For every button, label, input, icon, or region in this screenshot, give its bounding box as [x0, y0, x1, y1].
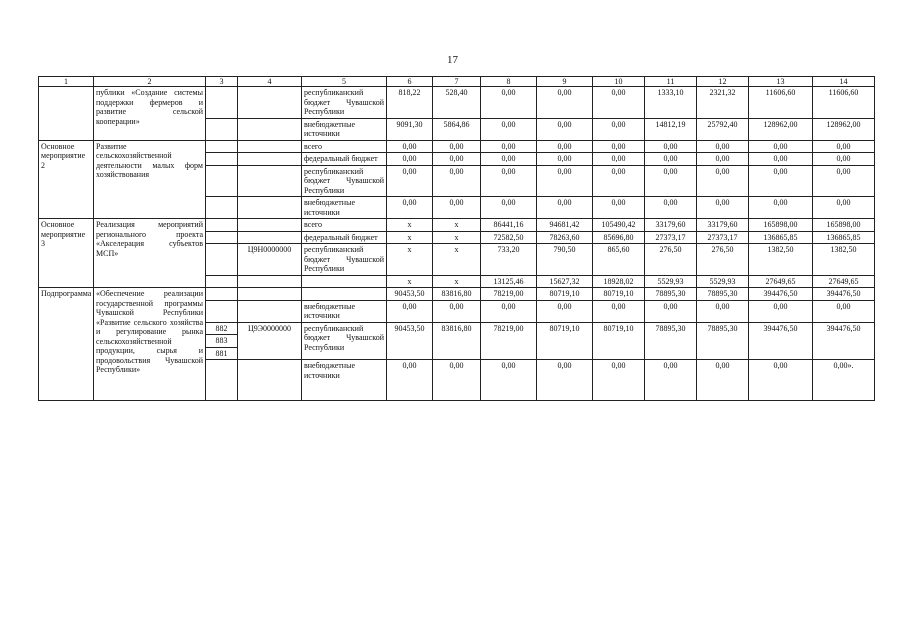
grbs-cell	[206, 360, 238, 401]
program-name-cell: Подпрограмма	[39, 288, 94, 401]
grbs-cell: 882	[206, 322, 238, 335]
header-cell: 3	[206, 77, 238, 87]
value-cell: х	[433, 244, 481, 276]
grbs-cell	[206, 275, 238, 288]
value-cell: 90453,50	[387, 322, 433, 360]
value-cell: 0,00	[645, 153, 697, 166]
value-cell: 165898,00	[749, 219, 813, 232]
header-cell: 4	[238, 77, 302, 87]
source-cell	[302, 288, 387, 301]
value-cell: 0,00	[697, 360, 749, 401]
value-cell: 0,00	[481, 87, 537, 119]
value-cell: 0,00	[387, 140, 433, 153]
value-cell: х	[387, 231, 433, 244]
value-cell: 0,00	[749, 360, 813, 401]
value-cell: 27373,17	[645, 231, 697, 244]
header-cell: 9	[537, 77, 593, 87]
value-cell: 0,00	[749, 197, 813, 219]
header-cell: 12	[697, 77, 749, 87]
value-cell: 78263,60	[537, 231, 593, 244]
table-row	[39, 140, 875, 153]
code-cell	[238, 153, 302, 166]
value-cell: 90453,50	[387, 288, 433, 301]
value-cell: 165898,00	[813, 219, 875, 232]
source-cell: республиканский бюджет Чувашской Республики	[302, 244, 387, 276]
value-cell: 83816,80	[433, 322, 481, 360]
value-cell: 0,00	[537, 140, 593, 153]
value-cell: 0,00	[537, 197, 593, 219]
value-cell: 85696,80	[593, 231, 645, 244]
value-cell: 0,00	[813, 153, 875, 166]
code-cell	[238, 275, 302, 288]
value-cell: 0,00	[593, 165, 645, 197]
source-cell: республиканский бюджет Чувашской Республики	[302, 322, 387, 360]
header-cell: 1	[39, 77, 94, 87]
code-cell	[238, 197, 302, 219]
grbs-cell: 881	[206, 347, 238, 360]
value-cell: 0,00	[433, 197, 481, 219]
value-cell: 0,00	[481, 197, 537, 219]
value-cell: 0,00	[593, 153, 645, 166]
code-cell	[238, 140, 302, 153]
code-cell	[238, 360, 302, 401]
value-cell: 0,00	[481, 140, 537, 153]
source-cell: внебюджетные источники	[302, 197, 387, 219]
value-cell: 80719,10	[537, 322, 593, 360]
value-cell: х	[387, 275, 433, 288]
description-cell: Реализация мероприятий регионального проекта «Акселерация субъектов МСП»	[94, 219, 206, 288]
value-cell: 105490,42	[593, 219, 645, 232]
grbs-cell	[206, 118, 238, 140]
value-cell: х	[387, 219, 433, 232]
value-cell: 1333,10	[645, 87, 697, 119]
value-cell: х	[433, 219, 481, 232]
value-cell: 0,00	[645, 140, 697, 153]
value-cell: 0,00	[481, 165, 537, 197]
description-cell: Развитие сельскохозяйственной деятельности малых форм хозяйствования	[94, 140, 206, 219]
grbs-cell	[206, 87, 238, 119]
value-cell: 78895,30	[645, 288, 697, 301]
value-cell: 0,00	[813, 140, 875, 153]
grbs-cell	[206, 300, 238, 322]
source-cell: всего	[302, 140, 387, 153]
value-cell: 27373,17	[697, 231, 749, 244]
value-cell: 78895,30	[645, 322, 697, 360]
value-cell: 394476,50	[749, 322, 813, 360]
value-cell: 0,00	[537, 300, 593, 322]
value-cell: х	[433, 231, 481, 244]
value-cell: 0,00	[537, 118, 593, 140]
table-row	[39, 219, 875, 232]
value-cell: 94681,42	[537, 219, 593, 232]
value-cell: 818,22	[387, 87, 433, 119]
value-cell: 0,00	[645, 165, 697, 197]
header-row	[39, 77, 875, 87]
value-cell: 11606,60	[749, 87, 813, 119]
grbs-cell	[206, 165, 238, 197]
grbs-cell	[206, 140, 238, 153]
table-row	[39, 288, 875, 301]
value-cell: 15627,32	[537, 275, 593, 288]
program-name-cell: Основное мероприятие 3	[39, 219, 94, 288]
code-cell: Ц9Н0000000	[238, 244, 302, 276]
value-cell: 11606,60	[813, 87, 875, 119]
value-cell: 128962,00	[813, 118, 875, 140]
value-cell: 0,00	[645, 360, 697, 401]
value-cell: 0,00	[481, 153, 537, 166]
value-cell: 0,00	[697, 165, 749, 197]
source-cell: внебюджетные источники	[302, 300, 387, 322]
value-cell: х	[387, 244, 433, 276]
value-cell: 80719,10	[593, 288, 645, 301]
value-cell: 394476,50	[749, 288, 813, 301]
header-cell: 6	[387, 77, 433, 87]
value-cell: 5529,93	[697, 275, 749, 288]
value-cell: 0,00	[387, 197, 433, 219]
value-cell: 9091,30	[387, 118, 433, 140]
value-cell: 276,50	[697, 244, 749, 276]
value-cell: 0,00	[749, 165, 813, 197]
value-cell: 0,00	[813, 165, 875, 197]
grbs-cell	[206, 219, 238, 232]
header-cell: 11	[645, 77, 697, 87]
value-cell: 276,50	[645, 244, 697, 276]
value-cell: 0,00	[537, 165, 593, 197]
value-cell: 0,00	[697, 197, 749, 219]
source-cell: республиканский бюджет Чувашской Республики	[302, 87, 387, 119]
value-cell: 0,00	[645, 300, 697, 322]
value-cell: 0,00	[537, 153, 593, 166]
value-cell: 86441,16	[481, 219, 537, 232]
budget-table	[38, 76, 875, 401]
header-cell: 5	[302, 77, 387, 87]
source-cell: федеральный бюджет	[302, 231, 387, 244]
value-cell: 0,00».	[813, 360, 875, 401]
value-cell: 128962,00	[749, 118, 813, 140]
value-cell: 0,00	[593, 197, 645, 219]
program-name-cell: Основное мероприятие 2	[39, 140, 94, 219]
value-cell: 80719,10	[537, 288, 593, 301]
value-cell: 394476,50	[813, 288, 875, 301]
value-cell: 83816,80	[433, 288, 481, 301]
description-cell: «Обеспечение реализации государственной программы Чувашской Республики «Развитие сельского хозяйства и регулирование рынка сельскохозяйственной продукции, сырья и продовольствия Чувашской Республики»	[94, 288, 206, 401]
source-cell: внебюджетные источники	[302, 118, 387, 140]
value-cell: 0,00	[433, 153, 481, 166]
value-cell: 78895,30	[697, 288, 749, 301]
value-cell: 5529,93	[645, 275, 697, 288]
value-cell: 1382,50	[813, 244, 875, 276]
value-cell: 0,00	[697, 300, 749, 322]
value-cell: 733,20	[481, 244, 537, 276]
code-cell	[238, 288, 302, 301]
value-cell: 0,00	[387, 300, 433, 322]
code-cell	[238, 165, 302, 197]
value-cell: 136865,85	[813, 231, 875, 244]
grbs-cell	[206, 153, 238, 166]
value-cell: 14812,19	[645, 118, 697, 140]
value-cell: 18928,02	[593, 275, 645, 288]
code-cell: Ц9Э0000000	[238, 322, 302, 360]
header-cell: 8	[481, 77, 537, 87]
value-cell: 0,00	[593, 360, 645, 401]
value-cell: 0,00	[433, 165, 481, 197]
value-cell: 33179,60	[697, 219, 749, 232]
header-cell: 7	[433, 77, 481, 87]
source-cell: всего	[302, 219, 387, 232]
value-cell: 790,50	[537, 244, 593, 276]
value-cell: 0,00	[697, 140, 749, 153]
header-cell: 14	[813, 77, 875, 87]
value-cell: 0,00	[387, 360, 433, 401]
value-cell: 136865,85	[749, 231, 813, 244]
grbs-cell: 883	[206, 335, 238, 348]
value-cell: 78219,00	[481, 288, 537, 301]
header-cell: 2	[94, 77, 206, 87]
source-cell: республиканский бюджет Чувашской Республики	[302, 165, 387, 197]
value-cell: 0,00	[481, 118, 537, 140]
value-cell: 0,00	[433, 360, 481, 401]
value-cell: 0,00	[481, 300, 537, 322]
value-cell: 0,00	[813, 197, 875, 219]
value-cell: 528,40	[433, 87, 481, 119]
value-cell: 27649,65	[813, 275, 875, 288]
source-cell: федеральный бюджет	[302, 153, 387, 166]
code-cell	[238, 300, 302, 322]
value-cell: 0,00	[697, 153, 749, 166]
value-cell: 0,00	[749, 140, 813, 153]
source-cell: внебюджетные источники	[302, 360, 387, 401]
value-cell: 0,00	[433, 300, 481, 322]
code-cell	[238, 87, 302, 119]
grbs-cell	[206, 244, 238, 276]
value-cell: 0,00	[645, 197, 697, 219]
source-cell	[302, 275, 387, 288]
value-cell: 80719,10	[593, 322, 645, 360]
grbs-cell	[206, 288, 238, 301]
value-cell: х	[433, 275, 481, 288]
value-cell: 27649,65	[749, 275, 813, 288]
page-number: 17	[447, 54, 458, 66]
header-cell: 10	[593, 77, 645, 87]
code-cell	[238, 219, 302, 232]
value-cell: 0,00	[387, 165, 433, 197]
code-cell	[238, 118, 302, 140]
table-row	[39, 87, 875, 119]
value-cell: 0,00	[481, 360, 537, 401]
value-cell: 72582,50	[481, 231, 537, 244]
code-cell	[238, 231, 302, 244]
program-name-cell	[39, 87, 94, 141]
grbs-cell	[206, 231, 238, 244]
value-cell: 0,00	[387, 153, 433, 166]
value-cell: 0,00	[593, 118, 645, 140]
header-cell: 13	[749, 77, 813, 87]
value-cell: 78895,30	[697, 322, 749, 360]
value-cell: 5864,86	[433, 118, 481, 140]
value-cell: 78219,00	[481, 322, 537, 360]
value-cell: 0,00	[433, 140, 481, 153]
value-cell: 13125,46	[481, 275, 537, 288]
value-cell: 0,00	[593, 140, 645, 153]
value-cell: 0,00	[813, 300, 875, 322]
description-cell: публики «Создание системы поддержки фермеров и развитие сельской кооперации»	[94, 87, 206, 141]
value-cell: 25792,40	[697, 118, 749, 140]
value-cell: 394476,50	[813, 322, 875, 360]
value-cell: 865,60	[593, 244, 645, 276]
value-cell: 0,00	[537, 360, 593, 401]
value-cell: 1382,50	[749, 244, 813, 276]
value-cell: 0,00	[593, 87, 645, 119]
value-cell: 2321,32	[697, 87, 749, 119]
value-cell: 0,00	[749, 300, 813, 322]
value-cell: 0,00	[749, 153, 813, 166]
value-cell: 0,00	[593, 300, 645, 322]
value-cell: 33179,60	[645, 219, 697, 232]
grbs-cell	[206, 197, 238, 219]
value-cell: 0,00	[537, 87, 593, 119]
